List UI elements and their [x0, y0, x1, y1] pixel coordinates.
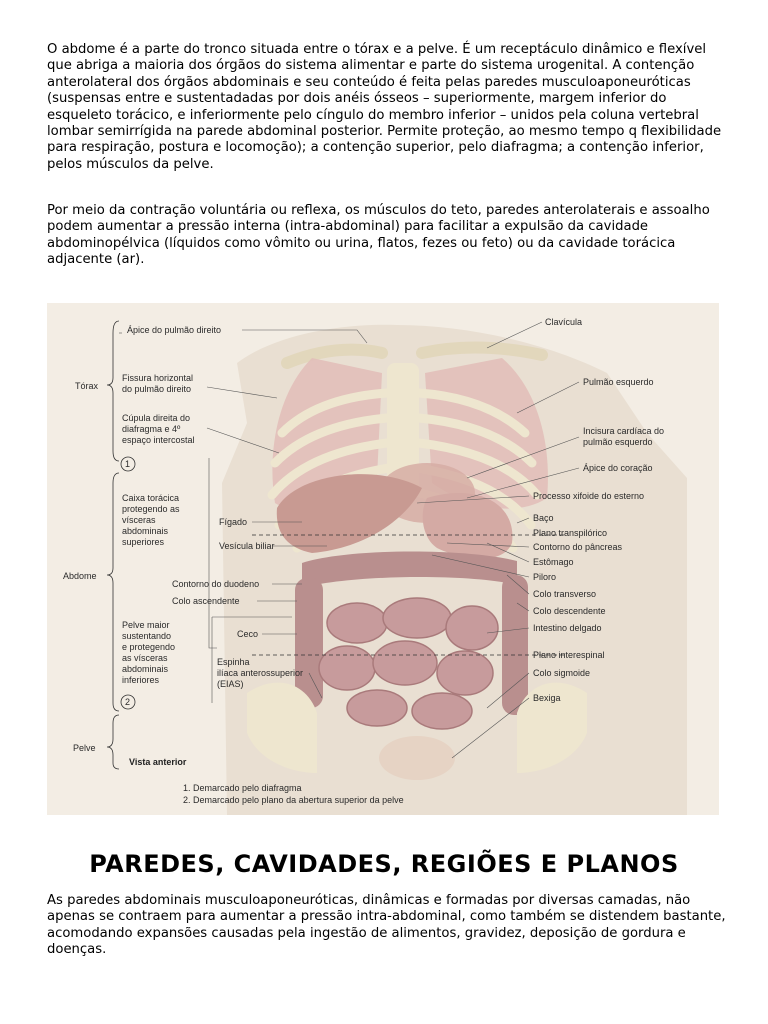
- descending-colon: [502, 575, 528, 715]
- label-duodenum: Contorno do duodeno: [172, 579, 260, 589]
- label-cecum: Ceco: [237, 629, 259, 639]
- label-greater-pelvis-2: sustentando: [122, 631, 172, 641]
- label-rib-cage-2: protegendo as: [122, 504, 180, 514]
- label-ascending-colon: Colo ascendente: [172, 596, 240, 606]
- label-spleen: Baço: [533, 513, 554, 523]
- label-right-dome-1: Cúpula direita do: [122, 413, 191, 423]
- abdomen-label: Abdome: [63, 571, 97, 581]
- section-heading: PAREDES, CAVIDADES, REGIÕES E PLANOS: [89, 850, 679, 878]
- label-right-dome-2: diafragma e 4º: [122, 424, 181, 434]
- label-asis-2: ilíaca anterossuperior: [217, 668, 304, 678]
- bladder: [379, 736, 455, 780]
- label-interspinous: Plano interespinal: [533, 650, 605, 660]
- label-bladder: Bexiga: [533, 693, 561, 703]
- pressure-paragraph: Por meio da contração voluntária ou reflexa, os músculos do teto, paredes anterolaterais e assoalho podem aumentar a pressão interna (intra-abdominal) para facilitar a expulsão da cavidade abdominopélvica (líquidos como vômito ou urina, flatos, fezes ou feto) ou da cavidade torácica adjacente (ar).: [47, 203, 710, 268]
- label-heart-apex: Ápice do coração: [583, 463, 653, 473]
- label-transpyloric: Plano transpilórico: [533, 528, 608, 538]
- intro-paragraph: O abdome é a parte do tronco situada entre o tórax e a pelve. É um receptáculo dinâmico e flexível que abriga a maioria dos órgãos do sistema alimentar e parte do sistema urogenital. A contenção anterolateral dos órgãos abdominais e seu conteúdo é feita pelas paredes musculoaponeuróticas (suspensas entre e sustentadadas por dois anéis ósseos – superiormente, margem inferior do esqueleto torácico, e inferiormente pelo cíngulo do membro inferior – unidos pela coluna vertebral lombar semirrígida na parede abdominal posterior. Permite proteção, ao mesmo tempo q flexibilidade para respiração, postura e locomoção); a contenção superior, pelo diafragma; a contenção inferior, pelos músculos da pelve.: [47, 42, 722, 172]
- label-horizontal-fissure-1: Fissura horizontal: [122, 373, 194, 383]
- pelvis-label: Pelve: [73, 743, 96, 753]
- label-transverse-colon: Colo transverso: [533, 589, 597, 599]
- label-liver: Fígado: [219, 517, 248, 527]
- figure-note-2: 2. Demarcado pelo plano da abertura superior da pelve: [183, 795, 404, 805]
- marker-two: 2: [125, 697, 131, 707]
- label-greater-pelvis-1: Pelve maior: [122, 620, 170, 630]
- label-rib-cage-1: Caixa torácica: [122, 493, 180, 503]
- label-clavicle: Clavícula: [545, 317, 583, 327]
- label-apex-right-lung: Ápice do pulmão direito: [127, 325, 222, 335]
- abdomen-anatomy-figure: [47, 303, 719, 815]
- label-greater-pelvis-3: e protegendo: [122, 642, 176, 652]
- walls-paragraph: As paredes abdominais musculoaponeuróticas, dinâmicas e formadas por diversas camadas, não apenas se contraem para aumentar a pressão intra-abdominal, como também se distendem bastante, acomodando expansões causadas pela ingestão de alimentos, gravidez, deposição de gordura e doenças.: [47, 893, 726, 958]
- label-horizontal-fissure-2: do pulmão direito: [122, 384, 192, 394]
- label-pylorus: Piloro: [533, 572, 557, 582]
- thorax-label: Tórax: [75, 381, 99, 391]
- label-rib-cage-4: abdominais: [122, 526, 169, 536]
- marker-one: 1: [125, 459, 131, 469]
- label-asis-3: (EIAS): [217, 679, 244, 689]
- figure-note-1: 1. Demarcado pelo diafragma: [183, 783, 302, 793]
- label-left-lung: Pulmão esquerdo: [583, 377, 654, 387]
- label-rib-cage-5: superiores: [122, 537, 165, 547]
- label-small-intestine: Intestino delgado: [533, 623, 602, 633]
- label-xiphoid: Processo xifoide do esterno: [533, 491, 645, 501]
- label-rib-cage-3: vísceras: [122, 515, 156, 525]
- label-greater-pelvis-6: inferiores: [122, 675, 160, 685]
- label-descending-colon: Colo descendente: [533, 606, 606, 616]
- label-gallbladder: Vesícula biliar: [219, 541, 275, 551]
- label-right-dome-3: espaço intercostal: [122, 435, 195, 445]
- view-label: Vista anterior: [129, 757, 187, 767]
- ascending-colon: [295, 578, 323, 708]
- label-sigmoid-colon: Colo sigmoide: [533, 668, 591, 678]
- label-pancreas: Contorno do pâncreas: [533, 542, 623, 552]
- label-cardiac-notch-1: Incisura cardíaca do: [583, 426, 665, 436]
- label-greater-pelvis-4: as vísceras: [122, 653, 168, 663]
- label-stomach: Estômago: [533, 557, 574, 567]
- label-greater-pelvis-5: abdominais: [122, 664, 169, 674]
- label-asis-1: Espinha: [217, 657, 250, 667]
- label-cardiac-notch-2: pulmão esquerdo: [583, 437, 653, 447]
